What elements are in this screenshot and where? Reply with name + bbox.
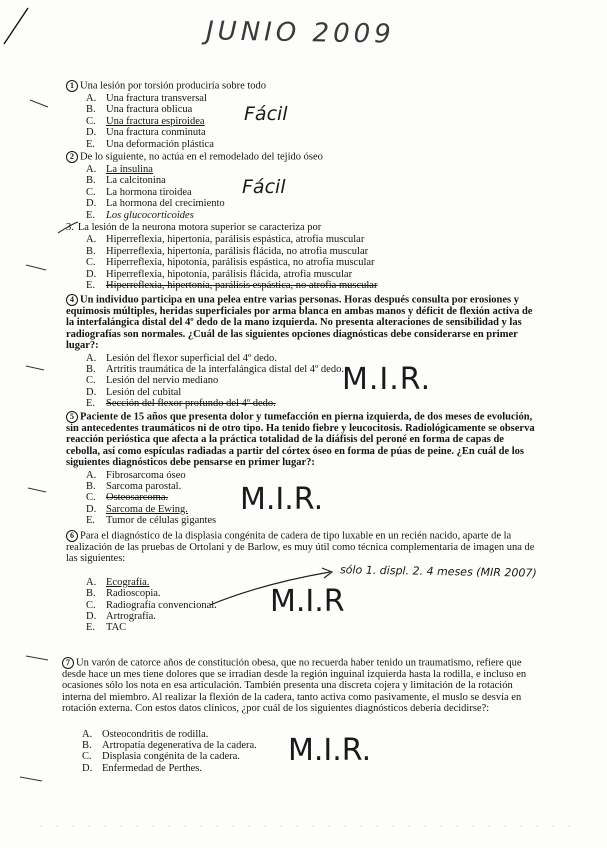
question-number: 7: [62, 657, 74, 669]
option-c: C. Displasia congénita de la cadera.: [82, 751, 240, 763]
question-stem: 6 Para el diagnóstico de la displasia congénita de cadera de tipo luxable en un recién nacido, aparte de la realización de las pruebas de Ortolani y de Barlow, es muy útil como técnica complementaria de imagen una de las siguientes:: [66, 530, 535, 565]
option-c: C. La hormona tiroidea: [86, 186, 192, 198]
question-2: [66, 151, 536, 221]
option-d: D. Enfermedad de Perthes.: [82, 762, 203, 774]
option-list: [86, 93, 536, 150]
option-b: B. Una fractura oblicua: [86, 104, 193, 116]
option-e: E. Hiperreflexia, hipertonía, parálisis espástica, no atrofia muscular: [86, 280, 378, 292]
option-a: A. Osteocondritis de rodilla.: [82, 728, 209, 740]
option-a: A. Ecografía.: [86, 576, 150, 588]
option-e: E. Sección del flexor profundo del 4º dedo.: [86, 398, 276, 410]
option-list: [86, 234, 546, 291]
question-number: 6: [66, 530, 78, 542]
question-stem: 7 Un varón de catorce años de constitución obesa, que no recuerda haber tenido un traumatismo, refiere que desde hace un mes tiene dolores que se irradian desde la región inguinal izquierda hasta la rodilla, e incluso en ocasiones sólo los nota en esa articulación. También presenta una discreta cojera y limitación de la rotación interna del miembro. Al realizar la flexión de la cadera, tanto activa como pasivamente, el muslo se desvía en rotación externa. Con estos datos clínicos, ¿por cuál de los siguientes diagnósticos debería decidirse?:: [62, 657, 527, 715]
margin-tick: [30, 100, 48, 107]
handwritten-note-mir: M.I.R.: [240, 482, 324, 517]
question-7: [62, 657, 540, 774]
question-number: 5: [66, 411, 78, 423]
option-a: A. Lesión del flexor superficial del 4º dedo.: [86, 352, 277, 364]
question-6: [66, 530, 536, 634]
option-b: B. Sarcoma parostal.: [86, 481, 182, 493]
handwritten-note-facil: Fácil: [242, 176, 286, 198]
option-c: C. Lesión del nervio mediano: [86, 375, 219, 387]
question-number: 2: [66, 151, 78, 163]
option-d: D. Sarcoma de Ewing.: [86, 503, 188, 515]
margin-tick: [26, 265, 46, 270]
option-d: D. La hormona del crecimiento: [86, 198, 225, 210]
handwritten-note-mir: M.I.R.: [342, 362, 432, 397]
margin-tick: [26, 366, 44, 370]
option-b: B. Radioscopia.: [86, 588, 161, 600]
option-list: [86, 577, 536, 634]
option-a: A. Fibrosarcoma óseo: [86, 469, 186, 481]
option-a: A. La insulina: [86, 164, 153, 175]
option-b: B. Artropatía degenerativa de la cadera.: [82, 740, 257, 752]
option-b: B. Artritis traumática de la interfalángica distal del 4º dedo.: [86, 364, 344, 376]
corner-stroke: [4, 8, 28, 44]
question-number: 1: [66, 80, 78, 92]
option-c: C. Osteosarcoma.: [86, 492, 169, 504]
question-stem: 5 Paciente de 15 años que presenta dolor y tumefacción en pierna izquierda, de dos meses de evolución, sin antecedentes traumáticos ni de otro tipo. Ha tenido fiebre y leucocitosis. Radiológicamente se observa reacción perióstica que afecta a la práctica totalidad de la diáfisis del peroné en forma de capas de cebolla, así como espículas radiadas a partir del córtex óseo en forma de púas de peine. ¿En cuál de los siguientes diagnósticos debe pensarse en primer lugar?:: [66, 411, 535, 469]
option-a: A. Hiperreflexia, hipertonía, parálisis espástica, atrofia muscular: [86, 234, 365, 246]
question-number: 4: [66, 294, 78, 306]
question-1: [66, 80, 536, 150]
option-list: [82, 729, 540, 775]
question-stem: 3. La lesión de la neurona motora superior se caracteriza por: [66, 222, 322, 233]
option-e: E. Una deformación plástica: [86, 138, 214, 150]
option-d: D. Artrografía.: [86, 611, 156, 623]
question-stem: 1 Una lesión por torsión produciría sobre todo: [66, 80, 536, 92]
option-d: D. Lesión del cubital: [86, 386, 182, 398]
option-e: E. Los glucocorticoides: [86, 209, 194, 221]
question-stem: 4 Un individuo participa en una pelea entre varias personas. Horas después consulta por erosiones y equimosis múltiples, heridas superficiales por arma blanca en ambas manos y déficit de flexión activa de la interfalángica distal del 4º dedo de la mano izquierda. No presenta alteraciones de sensibilidad y las radiografías son normales. ¿Cuál de las siguientes opciones diagnósticas debe considerarse en primer lugar?:: [66, 294, 533, 352]
option-list: [86, 470, 536, 527]
question-3: [66, 222, 546, 291]
option-e: E. Tumor de células gigantes: [86, 515, 217, 527]
handwritten-note-facil: Fácil: [244, 103, 288, 125]
question-stem: 2 De lo siguiente, no actúa en el remodelado del tejido óseo: [66, 151, 536, 163]
option-a: A. Una fractura transversal: [86, 93, 207, 104]
option-c: C. Una fractura espiroidea: [86, 115, 205, 127]
handwritten-note-mir: M.I.R.: [288, 733, 372, 768]
question-5: [66, 411, 536, 527]
option-d: D. Hiperreflexia, hipotonía, parálisis flácida, atrofia muscular: [86, 268, 353, 280]
option-e: E. TAC: [86, 622, 127, 634]
handwritten-title: JUNIO 2009: [205, 16, 395, 50]
option-b: B. Hiperreflexia, hipertonía, parálisis flácida, no atrofia muscular: [86, 245, 369, 257]
handwritten-side-note: sólo 1. displ. 2. 4 meses (MIR 2007): [339, 563, 537, 580]
option-list: [86, 164, 536, 221]
option-list: [86, 353, 536, 410]
option-d: D. Una fractura conminuta: [86, 127, 206, 139]
option-b: B. La calcitonina: [86, 175, 166, 187]
option-c: C. Radiografía convencional.: [86, 599, 217, 611]
margin-tick: [28, 488, 46, 492]
margin-tick: [20, 777, 42, 781]
option-c: C. Hiperreflexia, hipotonía, parálisis espástica, no atrofia muscular: [86, 257, 375, 269]
margin-tick: [26, 656, 48, 660]
question-4: [66, 294, 536, 410]
handwritten-note-mir: M.I.R: [270, 584, 345, 619]
question-number: 3.: [66, 222, 74, 233]
